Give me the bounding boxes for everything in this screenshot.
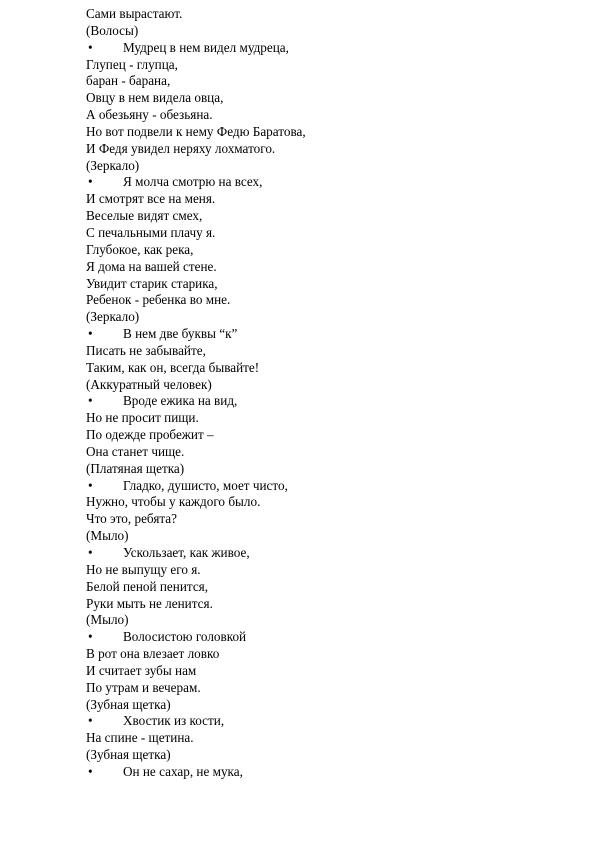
text-line: баран - барана,	[86, 73, 171, 89]
list-item	[86, 174, 566, 191]
text-line: (Зеркало)	[86, 309, 140, 325]
text-line: (Зубная щетка)	[86, 747, 171, 763]
list-item	[86, 764, 566, 781]
text-line: (Зубная щетка)	[86, 696, 171, 712]
text-line: Что это, ребята?	[86, 511, 178, 527]
bullet-icon: •	[88, 713, 93, 729]
text-line: Руки мыть не ленится.	[86, 595, 213, 611]
text-line: И Федя увидел неряху лохматого.	[86, 140, 276, 156]
text-line: Белой пеной пенится,	[86, 578, 209, 594]
text-line: Веселые видят смех,	[86, 208, 203, 224]
list-item	[86, 478, 566, 495]
text-line: (Волосы)	[86, 22, 139, 38]
text-line: Я дома на вашей стене.	[86, 258, 217, 274]
text-line: А обезьяну - обезьяна.	[86, 107, 213, 123]
text-line: Ребенок - ребенка во мне.	[86, 292, 231, 308]
text-line: (Зеркало)	[86, 157, 140, 173]
text-line: Она станет чище.	[86, 443, 185, 459]
text-line: Нужно, чтобы у каждого было.	[86, 494, 261, 510]
list-item	[86, 40, 566, 57]
text-line: Овцу в нем видела овца,	[86, 90, 224, 106]
text-line: Увидит старик старика,	[86, 275, 218, 291]
text-line: Глупец - глупца,	[86, 56, 178, 72]
list-item-text: Гладко, душисто, моет чисто,	[123, 477, 288, 493]
text-line: Глубокое, как река,	[86, 241, 194, 257]
list-item	[86, 545, 566, 562]
bullet-icon: •	[88, 545, 93, 560]
list-item-text: Ускользает, как живое,	[123, 545, 250, 560]
text-line: На спине - щетина.	[86, 730, 194, 746]
list-item-text: В нем две буквы “к”	[123, 326, 238, 342]
text-line: По одежде пробежит –	[86, 427, 214, 443]
list-item-text: Мудрец в нем видел мудреца,	[123, 39, 289, 55]
list-item-text: Он не сахар, не мука,	[123, 763, 243, 779]
text-line: И смотрят все на меня.	[86, 191, 216, 207]
bullet-icon: •	[88, 763, 93, 779]
text-line: С печальными плачу я.	[86, 224, 216, 240]
list-item	[86, 393, 566, 410]
text-line: Сами вырастают.	[86, 6, 183, 21]
text-line: По утрам и вечерам.	[86, 679, 201, 695]
text-line: И считает зубы нам	[86, 662, 197, 678]
bullet-icon: •	[88, 393, 93, 409]
text-line: (Платяная щетка)	[86, 460, 185, 476]
list-item-text: Я молча смотрю на всех,	[123, 174, 263, 190]
list-item-text: Вроде ежика на вид,	[123, 393, 238, 409]
bullet-icon: •	[88, 174, 93, 190]
list-item-text: Волосистою головкой	[123, 629, 247, 645]
bullet-icon: •	[88, 629, 93, 645]
bullet-icon: •	[88, 477, 93, 493]
list-item	[86, 326, 566, 343]
list-item	[86, 713, 566, 730]
bullet-icon: •	[88, 39, 93, 55]
text-line: (Мыло)	[86, 612, 129, 628]
text-line: Но не выпущу его я.	[86, 561, 201, 577]
list-item-text: Хвостик из кости,	[123, 713, 225, 729]
text-line: Писать не забывайте,	[86, 342, 206, 358]
text-line: (Мыло)	[86, 528, 129, 544]
text-line: В рот она влезает ловко	[86, 646, 220, 662]
text-line: Таким, как он, всегда бывайте!	[86, 359, 260, 375]
text-line: Но не просит пищи.	[86, 410, 199, 426]
text-line: (Аккуратный человек)	[86, 376, 212, 392]
bullet-icon: •	[88, 326, 93, 342]
list-item	[86, 629, 566, 646]
document-body	[86, 6, 566, 781]
text-line: Но вот подвели к нему Федю Баратова,	[86, 123, 306, 139]
